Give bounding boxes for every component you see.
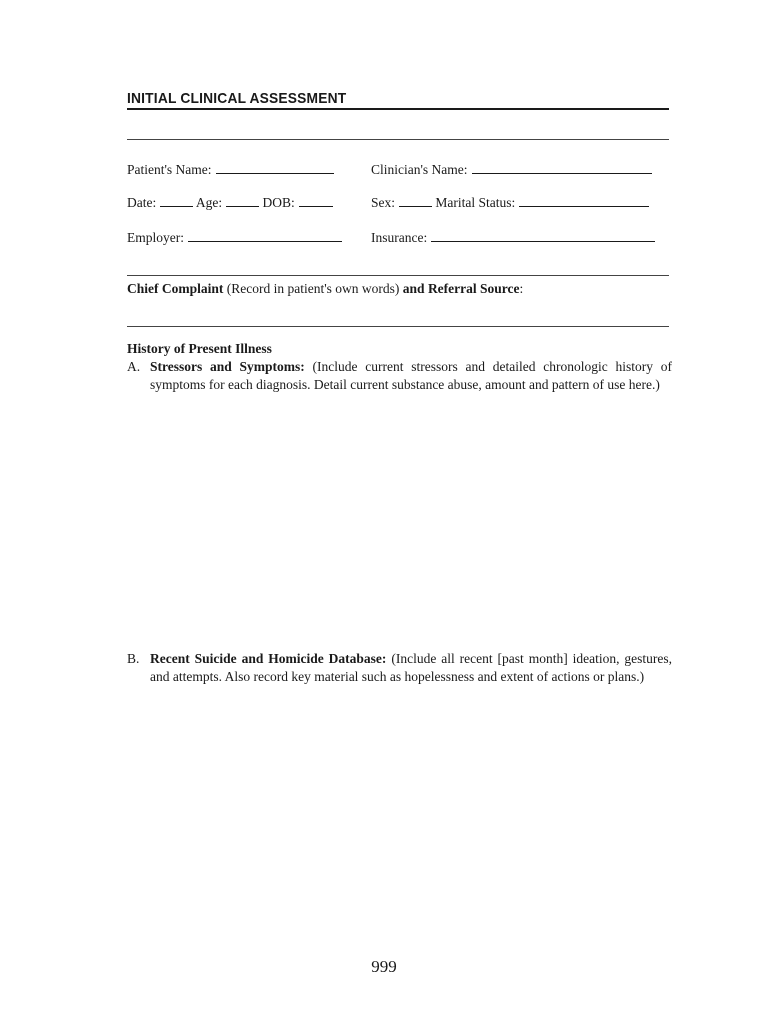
item-a-text bbox=[150, 358, 672, 394]
patient-name-label: Patient's Name: bbox=[127, 162, 212, 177]
item-a-label: A. bbox=[127, 359, 141, 374]
insurance-label: Insurance: bbox=[371, 230, 428, 245]
sex-marital-field bbox=[371, 195, 649, 211]
sex-label: Sex: bbox=[371, 195, 396, 210]
patient-name-blank[interactable] bbox=[216, 162, 334, 174]
date-blank[interactable] bbox=[160, 195, 193, 207]
dob-blank[interactable] bbox=[299, 195, 333, 207]
divider-history bbox=[127, 326, 669, 327]
item-b-body: (Include all recent [past month] ideation, gestures, and attempts. Also record key material such as hopelessness and extent of actions or plans.) bbox=[150, 651, 672, 684]
history-heading: History of Present Illness bbox=[127, 341, 272, 356]
marital-status-blank[interactable] bbox=[519, 195, 649, 207]
age-blank[interactable] bbox=[226, 195, 259, 207]
dob-label: DOB: bbox=[262, 195, 295, 210]
clinician-name-field bbox=[371, 162, 652, 178]
referral-source-bold: and Referral Source bbox=[402, 281, 520, 296]
chief-complaint-note: (Record in patient's own words) bbox=[223, 281, 403, 296]
date-age-dob-field bbox=[127, 195, 333, 211]
history-item-a bbox=[127, 358, 672, 394]
item-b-bold: Recent Suicide and Homicide Database: bbox=[150, 651, 387, 666]
insurance-field bbox=[371, 230, 655, 246]
employer-field bbox=[127, 230, 342, 246]
page-number: 999 bbox=[371, 957, 397, 976]
title-rule bbox=[127, 108, 669, 110]
clinician-name-blank[interactable] bbox=[472, 162, 652, 174]
marital-status-label: Marital Status: bbox=[435, 195, 516, 210]
insurance-blank[interactable] bbox=[431, 230, 655, 242]
divider-top bbox=[127, 139, 669, 140]
employer-label: Employer: bbox=[127, 230, 184, 245]
chief-complaint-bold: Chief Complaint bbox=[127, 281, 224, 296]
divider-chief bbox=[127, 275, 669, 276]
item-b-text bbox=[150, 650, 672, 686]
chief-complaint-colon: : bbox=[519, 281, 524, 296]
item-b-label: B. bbox=[127, 651, 140, 666]
clinician-name-label: Clinician's Name: bbox=[371, 162, 468, 177]
chief-complaint-heading bbox=[127, 280, 672, 298]
employer-blank[interactable] bbox=[188, 230, 342, 242]
item-a-body: (Include current stressors and detailed chronologic history of symptoms for each diagnosis. Detail current substance abuse, amount and pattern of use here.) bbox=[150, 359, 672, 392]
item-a-bold: Stressors and Symptoms: bbox=[150, 359, 305, 374]
age-label: Age: bbox=[195, 195, 223, 210]
patient-name-field bbox=[127, 162, 334, 178]
form-title: INITIAL CLINICAL ASSESSMENT bbox=[127, 90, 347, 107]
history-item-b bbox=[127, 650, 672, 686]
date-label: Date: bbox=[127, 195, 157, 210]
sex-blank[interactable] bbox=[399, 195, 432, 207]
